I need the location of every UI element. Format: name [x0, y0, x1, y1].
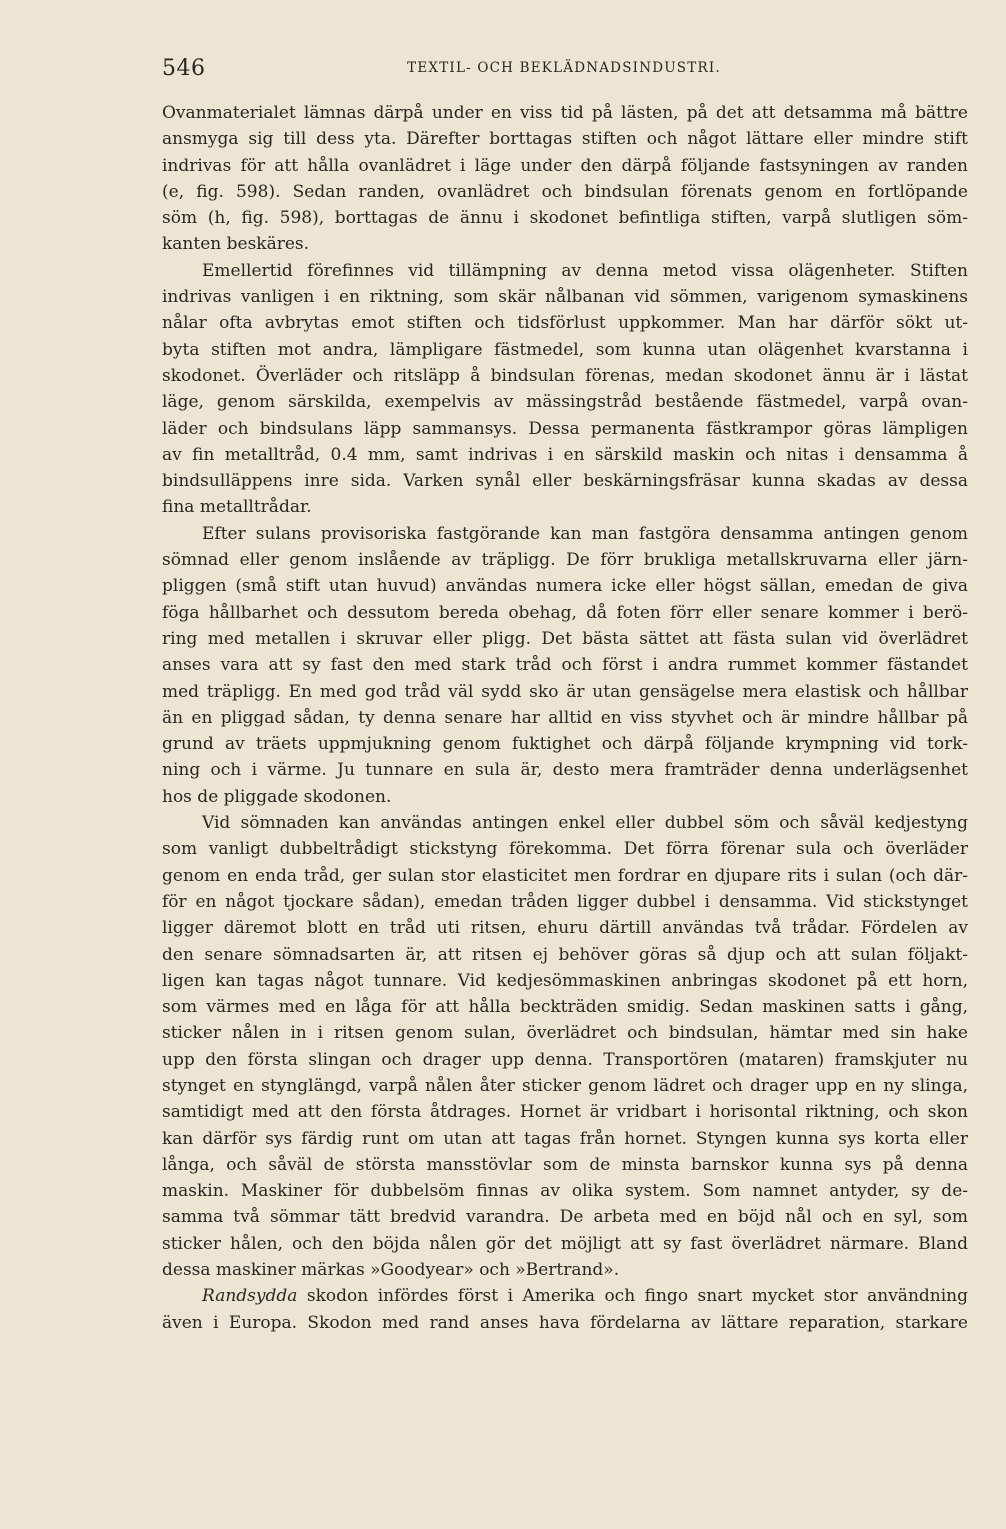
text-line: bindsulläppens inre sida. Varken synål eller beskärningsfräsar kunna skadas av dessa — [162, 471, 968, 492]
text-line: anses vara att sy fast den med stark tråd och först i andra rummet kommer fästandet — [162, 655, 968, 676]
text-line: även i Europa. Skodon med rand anses hava fördelarna av lättare reparation, starkare — [162, 1312, 968, 1333]
text-line: ligger däremot blott en tråd uti ritsen, ehuru därtill användas två trådar. Fördelen av — [162, 918, 968, 939]
text-line: nålar ofta avbrytas emot stiften och tidsförlust uppkommer. Man har därför sökt ut- — [162, 313, 968, 334]
text-line: dessa maskiner märkas »Goodyear» och »Bertrand». — [162, 1260, 620, 1281]
page-header — [162, 56, 966, 86]
text-line: läge, genom särskilda, exempelvis av mässingstråd bestående fästmedel, varpå ovan- — [162, 392, 968, 413]
text-line: långa, och såväl de största mansstövlar som de minsta barnskor kunna sys på denna — [162, 1154, 968, 1175]
text-line: hos de pliggade skodonen. — [162, 786, 392, 807]
text-line: (e, fig. 598). Sedan randen, ovanlädret och bindsulan förenats genom en fortlöpande — [162, 181, 968, 202]
text-line: som vanligt dubbeltrådigt stickstyng förekomma. Det förra förenar sula och överläder — [162, 839, 968, 860]
text-line: ligen kan tagas något tunnare. Vid kedjesömmaskinen anbringas skodonet på ett horn, — [162, 970, 968, 991]
text-line: sticker nålen in i ritsen genom sulan, överlädret och bindsulan, hämtar med sin hake — [162, 1023, 968, 1044]
text-line: som värmes med en låga för att hålla beckträden smidig. Sedan maskinen satts i gång, — [162, 997, 968, 1018]
text-line: den senare sömnadsarten är, att ritsen ej behöver göras så djup och att sulan följakt- — [162, 944, 968, 965]
text-line: fina metalltrådar. — [162, 497, 312, 518]
text-line: maskin. Maskiner för dubbelsöm finnas av olika system. Som namnet antyder, sy de- — [162, 1181, 968, 1202]
text-line: ansmyga sig till dess yta. Därefter borttagas stiften och något lättare eller mindre stift — [162, 129, 968, 150]
text-line — [162, 1283, 968, 1309]
italic-term: Randsydda — [202, 1286, 298, 1307]
text-line: Ovanmaterialet lämnas därpå under en viss tid på lästen, på det att detsamma må bättre — [162, 103, 968, 123]
text-line: samma två sömmar tätt bredvid varandra. De arbeta med en böjd nål och en syl, som — [162, 1207, 968, 1228]
running-head: TEXTIL- OCH BEKLÄDNADSINDUSTRI. — [407, 60, 721, 76]
text-line: för en något tjockare sådan), emedan tråden ligger dubbel i densamma. Vid stickstynget — [162, 891, 968, 912]
text-line: indrivas för att hålla ovanlädret i läge under den därpå följande fastsyningen av randen — [162, 155, 968, 176]
text-line: ring med metallen i skruvar eller pligg. Det bästa sättet att fästa sulan vid överlädret — [162, 628, 968, 649]
text-line: än en pliggad sådan, ty denna senare har alltid en viss styvhet och är mindre hållbar på — [162, 707, 968, 728]
text-line: Efter sulans provisoriska fastgörande kan man fastgöra densamma antingen genom — [202, 523, 968, 544]
text-line: grund av träets uppmjukning genom fuktighet och därpå följande krympning vid tork- — [162, 734, 968, 755]
text-line: kan därför sys färdig runt om utan att tagas från hornet. Styngen kunna sys korta eller — [162, 1128, 968, 1149]
text-line: ning och i värme. Ju tunnare en sula är, desto mera framträder denna underlägsenhet — [162, 760, 968, 781]
text-line: sömnad eller genom inslående av träpligg. De förr brukliga metallskruvarna eller järn- — [162, 550, 968, 571]
text-line: Emellertid förefinnes vid tillämpning av denna metod vissa olägenheter. Stiften — [202, 260, 968, 281]
text-line: indrivas vanligen i en riktning, som skär nålbanan vid sömmen, varigenom symaskinens — [162, 287, 968, 308]
text-line: söm (h, fig. 598), borttagas de ännu i skodonet befintliga stiften, varpå slutligen söm- — [162, 208, 968, 229]
text-line: byta stiften mot andra, lämpligare fästmedel, som kunna utan olägenhet kvarstanna i — [162, 339, 968, 360]
body-text — [162, 100, 968, 1336]
text-line: genom en enda tråd, ger sulan stor elasticitet men fordrar en djupare rits i sulan (och där- — [162, 865, 968, 886]
page-number: 546 — [162, 56, 206, 81]
text-line: med träpligg. En med god tråd väl sydd sko är utan gensägelse mera elastisk och hållbar — [162, 681, 968, 702]
text-line: sticker hålen, och den böjda nålen gör det möjligt att sy fast överlädret närmare. Bland — [162, 1233, 968, 1254]
text-line: samtidigt med att den första åtdrages. Hornet är vridbart i horisontal riktning, och skon — [162, 1102, 968, 1123]
text-line: föga hållbarhet och dessutom bereda obehag, då foten förr eller senare kommer i berö- — [162, 602, 968, 623]
text-line: upp den första slingan och drager upp denna. Transportören (mataren) framskjuter nu — [162, 1049, 968, 1070]
text-line: skodonet. Överläder och ritsläpp å bindsulan förenas, medan skodonet ännu är i lästat — [162, 365, 968, 386]
text-line: pliggen (små stift utan huvud) användas numera icke eller högst sällan, emedan de giva — [162, 576, 968, 597]
text-line: kanten beskäres. — [162, 234, 310, 255]
text-line: Vid sömnaden kan användas antingen enkel eller dubbel söm och såväl kedjestyng — [202, 813, 968, 834]
text-line: läder och bindsulans läpp sammansys. Dessa permanenta fästkrampor göras lämpligen — [162, 418, 968, 439]
line-rest: skodon infördes först i Amerika och fingo snart mycket stor användning — [297, 1286, 968, 1307]
text-line: av fin metalltråd, 0.4 mm, samt indrivas i en särskild maskin och nitas i densamma å — [162, 444, 968, 465]
text-line: stynget en stynglängd, varpå nålen åter sticker genom lädret och drager upp en ny slinga, — [162, 1075, 968, 1096]
